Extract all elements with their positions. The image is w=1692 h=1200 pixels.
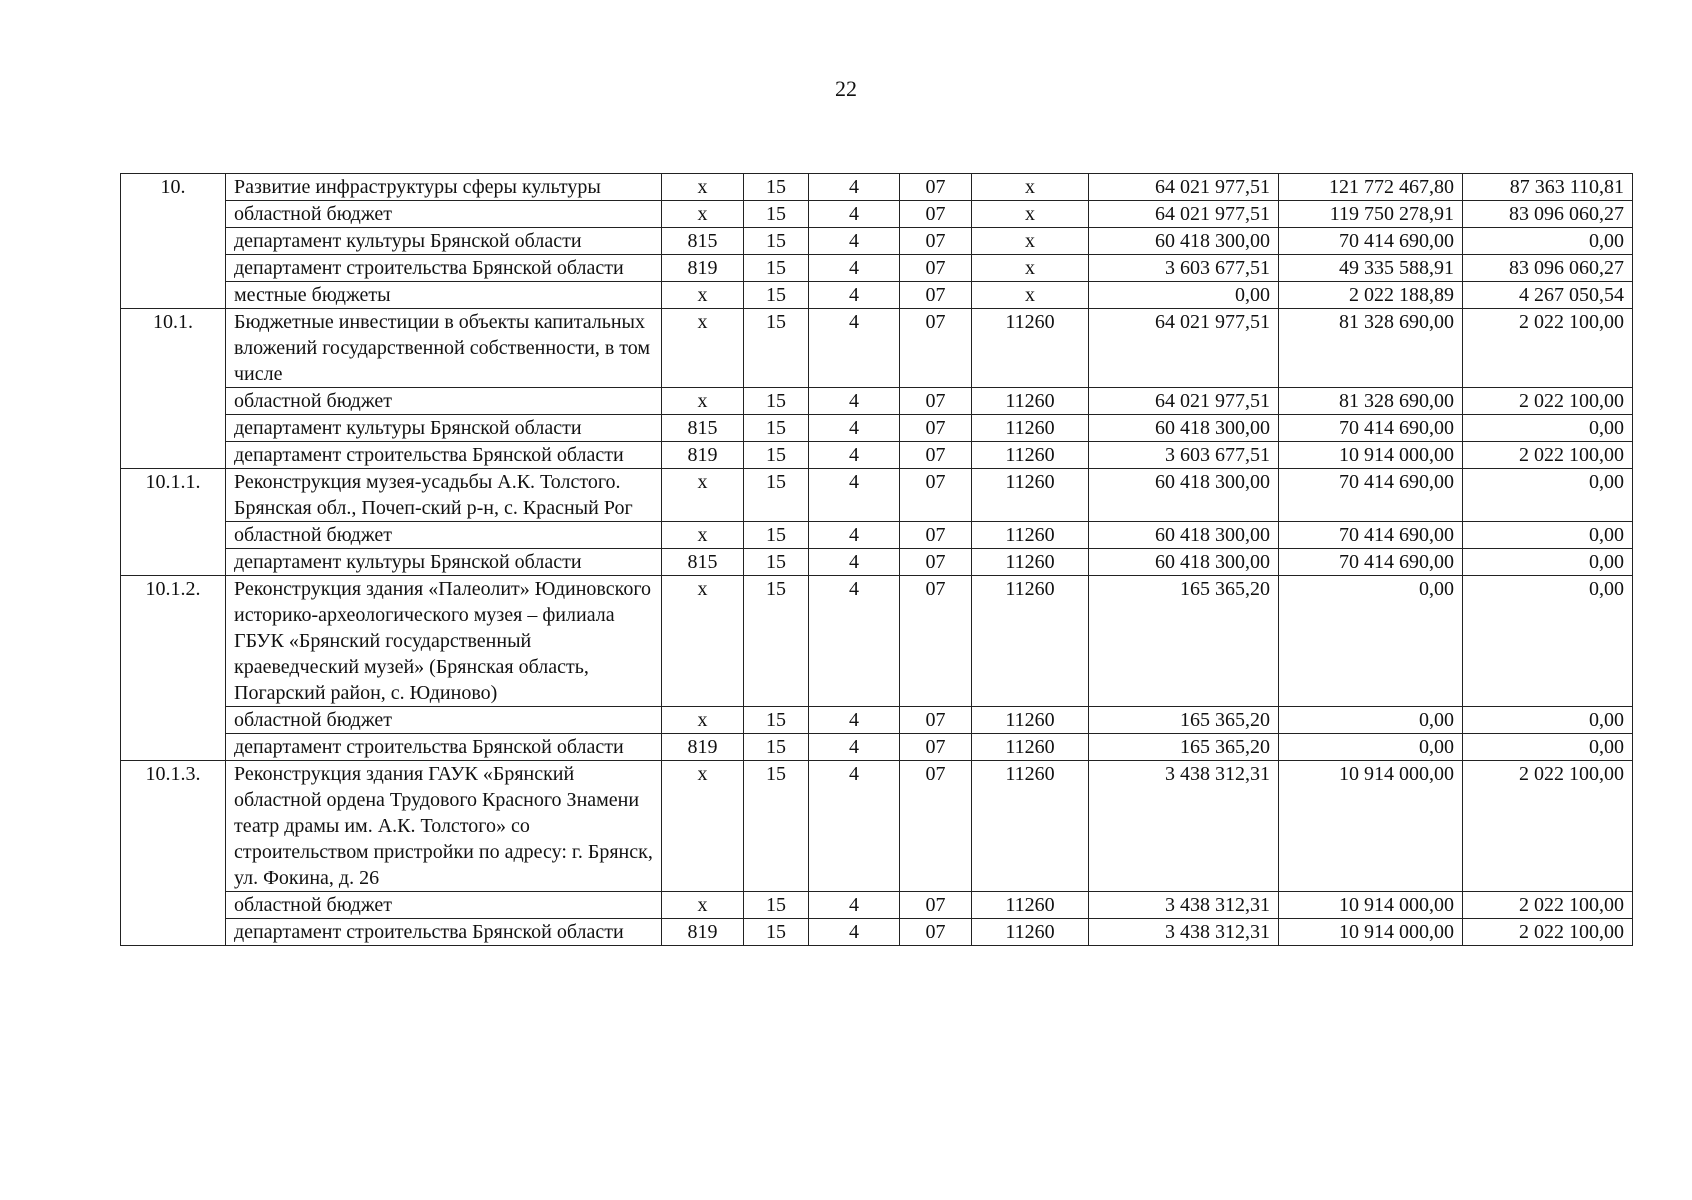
subprogram-code-cell: 4 <box>809 228 900 255</box>
amount-year1-cell: 60 418 300,00 <box>1089 522 1279 549</box>
main-measure-code-cell: 07 <box>900 282 972 309</box>
table-row <box>121 309 1633 388</box>
amount-year3-cell: 0,00 <box>1463 228 1633 255</box>
grbs-code-cell: x <box>662 201 744 228</box>
amount-year3-cell: 2 022 100,00 <box>1463 892 1633 919</box>
table-row <box>121 282 1633 309</box>
main-measure-code-cell: 07 <box>900 228 972 255</box>
item-name-cell: Реконструкция музея-усадьбы А.К. Толстого. Брянская обл., Почеп-ский р-н, с. Красный Рог <box>226 469 662 522</box>
program-code-cell: 15 <box>744 174 809 201</box>
amount-year2-cell: 10 914 000,00 <box>1279 761 1463 892</box>
amount-year1-cell: 3 438 312,31 <box>1089 919 1279 946</box>
amount-year3-cell: 0,00 <box>1463 734 1633 761</box>
table-row <box>121 707 1633 734</box>
amount-year3-cell: 83 096 060,27 <box>1463 255 1633 282</box>
direction-code-cell: x <box>972 228 1089 255</box>
table-row <box>121 415 1633 442</box>
amount-year3-cell: 2 022 100,00 <box>1463 442 1633 469</box>
subprogram-code-cell: 4 <box>809 255 900 282</box>
amount-year1-cell: 165 365,20 <box>1089 576 1279 707</box>
program-code-cell: 15 <box>744 522 809 549</box>
amount-year3-cell: 87 363 110,81 <box>1463 174 1633 201</box>
table-row <box>121 522 1633 549</box>
amount-year2-cell: 121 772 467,80 <box>1279 174 1463 201</box>
grbs-code-cell: x <box>662 522 744 549</box>
program-code-cell: 15 <box>744 919 809 946</box>
direction-code-cell: x <box>972 255 1089 282</box>
grbs-code-cell: x <box>662 309 744 388</box>
table-row <box>121 892 1633 919</box>
table-row <box>121 469 1633 522</box>
table-row <box>121 761 1633 892</box>
amount-year1-cell: 64 021 977,51 <box>1089 388 1279 415</box>
main-measure-code-cell: 07 <box>900 707 972 734</box>
amount-year1-cell: 60 418 300,00 <box>1089 549 1279 576</box>
subprogram-code-cell: 4 <box>809 522 900 549</box>
amount-year1-cell: 165 365,20 <box>1089 734 1279 761</box>
program-code-cell: 15 <box>744 255 809 282</box>
item-name-cell: департамент строительства Брянской области <box>226 919 662 946</box>
subprogram-code-cell: 4 <box>809 734 900 761</box>
amount-year1-cell: 0,00 <box>1089 282 1279 309</box>
direction-code-cell: 11260 <box>972 919 1089 946</box>
amount-year1-cell: 64 021 977,51 <box>1089 201 1279 228</box>
amount-year2-cell: 10 914 000,00 <box>1279 919 1463 946</box>
item-name-cell: департамент культуры Брянской области <box>226 549 662 576</box>
main-measure-code-cell: 07 <box>900 309 972 388</box>
amount-year2-cell: 2 022 188,89 <box>1279 282 1463 309</box>
main-measure-code-cell: 07 <box>900 201 972 228</box>
table-row <box>121 549 1633 576</box>
amount-year2-cell: 81 328 690,00 <box>1279 388 1463 415</box>
program-code-cell: 15 <box>744 201 809 228</box>
table-row <box>121 388 1633 415</box>
program-code-cell: 15 <box>744 576 809 707</box>
row-number-cell: 10.1.1. <box>121 469 226 576</box>
program-code-cell: 15 <box>744 469 809 522</box>
item-name-cell: областной бюджет <box>226 522 662 549</box>
amount-year3-cell: 2 022 100,00 <box>1463 761 1633 892</box>
main-measure-code-cell: 07 <box>900 174 972 201</box>
amount-year3-cell: 83 096 060,27 <box>1463 201 1633 228</box>
main-measure-code-cell: 07 <box>900 415 972 442</box>
program-code-cell: 15 <box>744 415 809 442</box>
amount-year1-cell: 3 603 677,51 <box>1089 442 1279 469</box>
table-row <box>121 174 1633 201</box>
table-row <box>121 228 1633 255</box>
main-measure-code-cell: 07 <box>900 549 972 576</box>
row-number-cell: 10.1. <box>121 309 226 469</box>
program-code-cell: 15 <box>744 388 809 415</box>
amount-year1-cell: 3 603 677,51 <box>1089 255 1279 282</box>
grbs-code-cell: x <box>662 761 744 892</box>
amount-year2-cell: 70 414 690,00 <box>1279 549 1463 576</box>
subprogram-code-cell: 4 <box>809 707 900 734</box>
amount-year1-cell: 64 021 977,51 <box>1089 174 1279 201</box>
subprogram-code-cell: 4 <box>809 919 900 946</box>
item-name-cell: областной бюджет <box>226 892 662 919</box>
main-measure-code-cell: 07 <box>900 761 972 892</box>
subprogram-code-cell: 4 <box>809 892 900 919</box>
main-measure-code-cell: 07 <box>900 442 972 469</box>
main-measure-code-cell: 07 <box>900 734 972 761</box>
item-name-cell: местные бюджеты <box>226 282 662 309</box>
amount-year1-cell: 64 021 977,51 <box>1089 309 1279 388</box>
amount-year3-cell: 2 022 100,00 <box>1463 388 1633 415</box>
item-name-cell: Бюджетные инвестиции в объекты капитальных вложений государственной собственности, в том числе <box>226 309 662 388</box>
amount-year3-cell: 0,00 <box>1463 576 1633 707</box>
amount-year2-cell: 0,00 <box>1279 734 1463 761</box>
table-row <box>121 442 1633 469</box>
program-code-cell: 15 <box>744 442 809 469</box>
subprogram-code-cell: 4 <box>809 415 900 442</box>
item-name-cell: Реконструкция здания «Палеолит» Юдиновского историко-археологического музея – филиала ГБУК «Брянский государственный краеведческий музей» (Брянская область, Погарский район, с. Юдиново) <box>226 576 662 707</box>
amount-year3-cell: 0,00 <box>1463 549 1633 576</box>
direction-code-cell: 11260 <box>972 761 1089 892</box>
item-name-cell: департамент строительства Брянской области <box>226 442 662 469</box>
subprogram-code-cell: 4 <box>809 549 900 576</box>
program-code-cell: 15 <box>744 707 809 734</box>
amount-year3-cell: 0,00 <box>1463 707 1633 734</box>
direction-code-cell: 11260 <box>972 388 1089 415</box>
budget-table <box>120 173 1633 946</box>
amount-year3-cell: 0,00 <box>1463 522 1633 549</box>
direction-code-cell: x <box>972 174 1089 201</box>
grbs-code-cell: 815 <box>662 228 744 255</box>
item-name-cell: департамент культуры Брянской области <box>226 415 662 442</box>
amount-year1-cell: 60 418 300,00 <box>1089 415 1279 442</box>
direction-code-cell: 11260 <box>972 309 1089 388</box>
direction-code-cell: 11260 <box>972 707 1089 734</box>
program-code-cell: 15 <box>744 734 809 761</box>
row-number-cell: 10.1.2. <box>121 576 226 761</box>
item-name-cell: департамент строительства Брянской области <box>226 734 662 761</box>
amount-year2-cell: 70 414 690,00 <box>1279 228 1463 255</box>
grbs-code-cell: 819 <box>662 919 744 946</box>
main-measure-code-cell: 07 <box>900 469 972 522</box>
grbs-code-cell: x <box>662 576 744 707</box>
main-measure-code-cell: 07 <box>900 255 972 282</box>
item-name-cell: областной бюджет <box>226 201 662 228</box>
direction-code-cell: 11260 <box>972 522 1089 549</box>
table-row <box>121 919 1633 946</box>
amount-year2-cell: 10 914 000,00 <box>1279 442 1463 469</box>
subprogram-code-cell: 4 <box>809 388 900 415</box>
amount-year3-cell: 4 267 050,54 <box>1463 282 1633 309</box>
direction-code-cell: 11260 <box>972 442 1089 469</box>
amount-year1-cell: 60 418 300,00 <box>1089 228 1279 255</box>
amount-year2-cell: 70 414 690,00 <box>1279 469 1463 522</box>
main-measure-code-cell: 07 <box>900 522 972 549</box>
subprogram-code-cell: 4 <box>809 201 900 228</box>
subprogram-code-cell: 4 <box>809 442 900 469</box>
direction-code-cell: 11260 <box>972 469 1089 522</box>
item-name-cell: департамент культуры Брянской области <box>226 228 662 255</box>
subprogram-code-cell: 4 <box>809 761 900 892</box>
grbs-code-cell: 815 <box>662 549 744 576</box>
direction-code-cell: 11260 <box>972 415 1089 442</box>
amount-year3-cell: 2 022 100,00 <box>1463 919 1633 946</box>
program-code-cell: 15 <box>744 228 809 255</box>
amount-year2-cell: 0,00 <box>1279 707 1463 734</box>
direction-code-cell: x <box>972 201 1089 228</box>
page-number: 22 <box>835 76 857 101</box>
grbs-code-cell: x <box>662 388 744 415</box>
subprogram-code-cell: 4 <box>809 282 900 309</box>
main-measure-code-cell: 07 <box>900 576 972 707</box>
amount-year3-cell: 0,00 <box>1463 415 1633 442</box>
row-number-cell: 10. <box>121 174 226 309</box>
main-measure-code-cell: 07 <box>900 388 972 415</box>
item-name-cell: областной бюджет <box>226 707 662 734</box>
program-code-cell: 15 <box>744 309 809 388</box>
subprogram-code-cell: 4 <box>809 469 900 522</box>
grbs-code-cell: 819 <box>662 442 744 469</box>
budget-table-body <box>121 174 1633 946</box>
table-row <box>121 734 1633 761</box>
direction-code-cell: 11260 <box>972 549 1089 576</box>
item-name-cell: Развитие инфраструктуры сферы культуры <box>226 174 662 201</box>
main-measure-code-cell: 07 <box>900 892 972 919</box>
amount-year1-cell: 3 438 312,31 <box>1089 892 1279 919</box>
amount-year1-cell: 60 418 300,00 <box>1089 469 1279 522</box>
amount-year2-cell: 70 414 690,00 <box>1279 522 1463 549</box>
program-code-cell: 15 <box>744 892 809 919</box>
amount-year1-cell: 3 438 312,31 <box>1089 761 1279 892</box>
program-code-cell: 15 <box>744 549 809 576</box>
grbs-code-cell: x <box>662 469 744 522</box>
grbs-code-cell: 815 <box>662 415 744 442</box>
subprogram-code-cell: 4 <box>809 576 900 707</box>
grbs-code-cell: x <box>662 707 744 734</box>
subprogram-code-cell: 4 <box>809 309 900 388</box>
item-name-cell: департамент строительства Брянской области <box>226 255 662 282</box>
table-row <box>121 576 1633 707</box>
grbs-code-cell: 819 <box>662 734 744 761</box>
amount-year2-cell: 10 914 000,00 <box>1279 892 1463 919</box>
table-row <box>121 201 1633 228</box>
amount-year3-cell: 0,00 <box>1463 469 1633 522</box>
direction-code-cell: 11260 <box>972 734 1089 761</box>
row-number-cell: 10.1.3. <box>121 761 226 946</box>
program-code-cell: 15 <box>744 282 809 309</box>
direction-code-cell: 11260 <box>972 576 1089 707</box>
table-row <box>121 255 1633 282</box>
amount-year1-cell: 165 365,20 <box>1089 707 1279 734</box>
direction-code-cell: x <box>972 282 1089 309</box>
amount-year2-cell: 119 750 278,91 <box>1279 201 1463 228</box>
item-name-cell: областной бюджет <box>226 388 662 415</box>
grbs-code-cell: x <box>662 892 744 919</box>
amount-year2-cell: 0,00 <box>1279 576 1463 707</box>
program-code-cell: 15 <box>744 761 809 892</box>
grbs-code-cell: x <box>662 282 744 309</box>
amount-year2-cell: 49 335 588,91 <box>1279 255 1463 282</box>
subprogram-code-cell: 4 <box>809 174 900 201</box>
grbs-code-cell: x <box>662 174 744 201</box>
amount-year2-cell: 81 328 690,00 <box>1279 309 1463 388</box>
main-measure-code-cell: 07 <box>900 919 972 946</box>
direction-code-cell: 11260 <box>972 892 1089 919</box>
grbs-code-cell: 819 <box>662 255 744 282</box>
amount-year3-cell: 2 022 100,00 <box>1463 309 1633 388</box>
amount-year2-cell: 70 414 690,00 <box>1279 415 1463 442</box>
item-name-cell: Реконструкция здания ГАУК «Брянский областной ордена Трудового Красного Знамени театр драмы им. А.К. Толстого» со строительством пристройки по адресу: г. Брянск, ул. Фокина, д. 26 <box>226 761 662 892</box>
